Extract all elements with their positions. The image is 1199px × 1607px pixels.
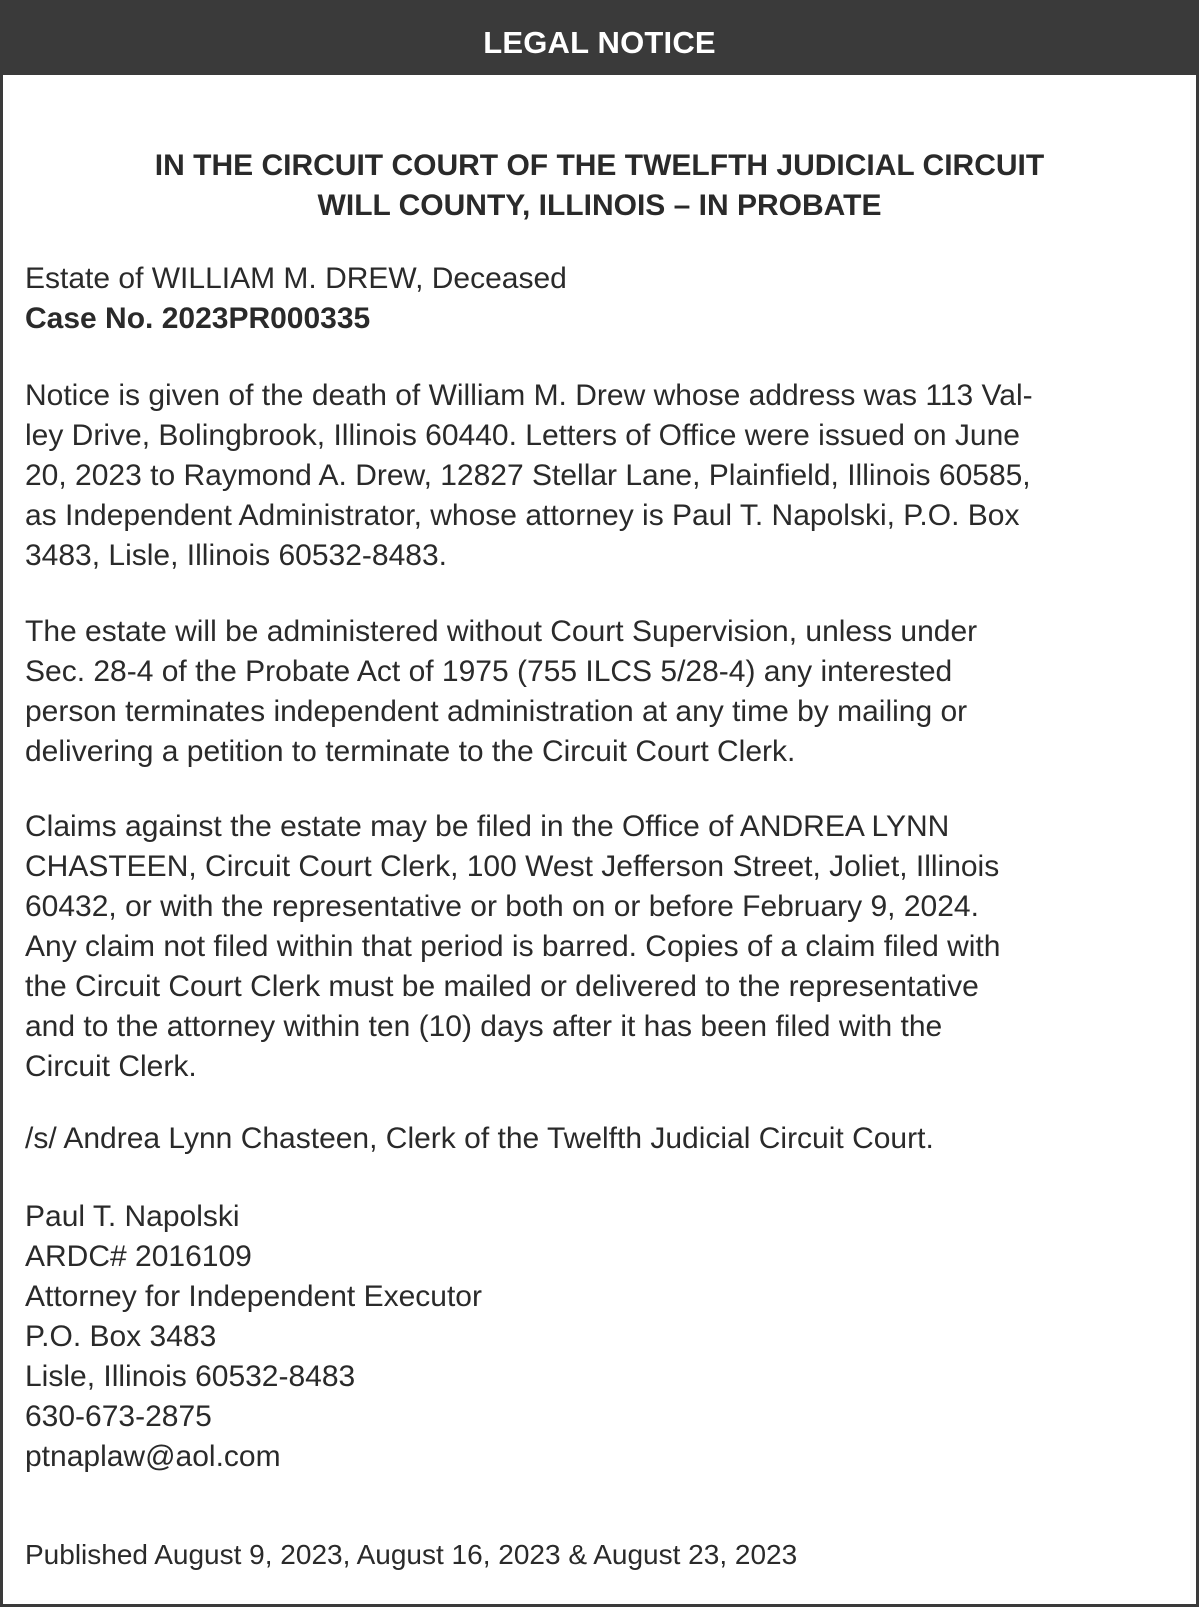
paragraph-line: ley Drive, Bolingbrook, Illinois 60440. Letters of Office were issued on June (25, 419, 1020, 452)
claims-paragraph (25, 807, 1178, 1087)
signature-line: /s/ Andrea Lynn Chasteen, Clerk of the Twelfth Judicial Circuit Court. (25, 1122, 934, 1155)
notice-banner: LEGAL NOTICE (3, 3, 1196, 75)
attorney-block (25, 1197, 1178, 1477)
publication-dates: Published August 9, 2023, August 16, 2023 & August 23, 2023 (25, 1539, 798, 1570)
paragraph-line: as Independent Administrator, whose attorney is Paul T. Napolski, P.O. Box (25, 499, 1020, 532)
attorney-role: Attorney for Independent Executor (25, 1280, 482, 1313)
attorney-phone: 630-673-2875 (25, 1400, 212, 1433)
notice-paragraph (25, 376, 1178, 576)
paragraph-line: Notice is given of the death of William M. Drew whose address was 113 Val- (25, 379, 1033, 412)
paragraph-line: Claims against the estate may be filed in the Office of ANDREA LYNN (25, 810, 950, 843)
paragraph-line: Sec. 28-4 of the Probate Act of 1975 (755 ILCS 5/28-4) any interested (25, 655, 953, 688)
case-number: Case No. 2023PR000335 (25, 302, 371, 335)
paragraph-line: 20, 2023 to Raymond A. Drew, 12827 Stellar Lane, Plainfield, Illinois 60585, (25, 459, 1031, 492)
court-heading-line-2: WILL COUNTY, ILLINOIS – IN PROBATE (317, 189, 882, 222)
paragraph-line: Any claim not filed within that period is barred. Copies of a claim filed with (25, 930, 1001, 963)
paragraph-line: Circuit Clerk. (25, 1050, 197, 1083)
court-heading-line-1: IN THE CIRCUIT COURT OF THE TWELFTH JUDICIAL CIRCUIT (154, 149, 1045, 182)
paragraph-line: person terminates independent administration at any time by mailing or (25, 695, 968, 728)
paragraph-line: The estate will be administered without Court Supervision, unless under (25, 615, 978, 648)
attorney-city: Lisle, Illinois 60532-8483 (25, 1360, 356, 1393)
paragraph-line: CHASTEEN, Circuit Court Clerk, 100 West Jefferson Street, Joliet, Illinois (25, 850, 1000, 883)
court-heading (3, 146, 1196, 226)
paragraph-line: 3483, Lisle, Illinois 60532-8483. (25, 539, 447, 572)
paragraph-line: 60432, or with the representative or both on or before February 9, 2024. (25, 890, 979, 923)
clerk-signature (25, 1119, 1178, 1159)
attorney-email[interactable]: ptnaplaw@aol.com (25, 1440, 281, 1473)
attorney-name: Paul T. Napolski (25, 1200, 240, 1233)
supervision-paragraph (25, 612, 1178, 772)
estate-name: Estate of WILLIAM M. DREW, Deceased (25, 262, 567, 295)
paragraph-line: and to the attorney within ten (10) days after it has been filed with the (25, 1010, 943, 1043)
estate-block (25, 259, 1178, 339)
paragraph-line: the Circuit Court Clerk must be mailed or delivered to the representative (25, 970, 979, 1003)
attorney-ardc: ARDC# 2016109 (25, 1240, 252, 1273)
paragraph-line: delivering a petition to terminate to the Circuit Court Clerk. (25, 735, 796, 768)
attorney-po-box: P.O. Box 3483 (25, 1320, 217, 1353)
